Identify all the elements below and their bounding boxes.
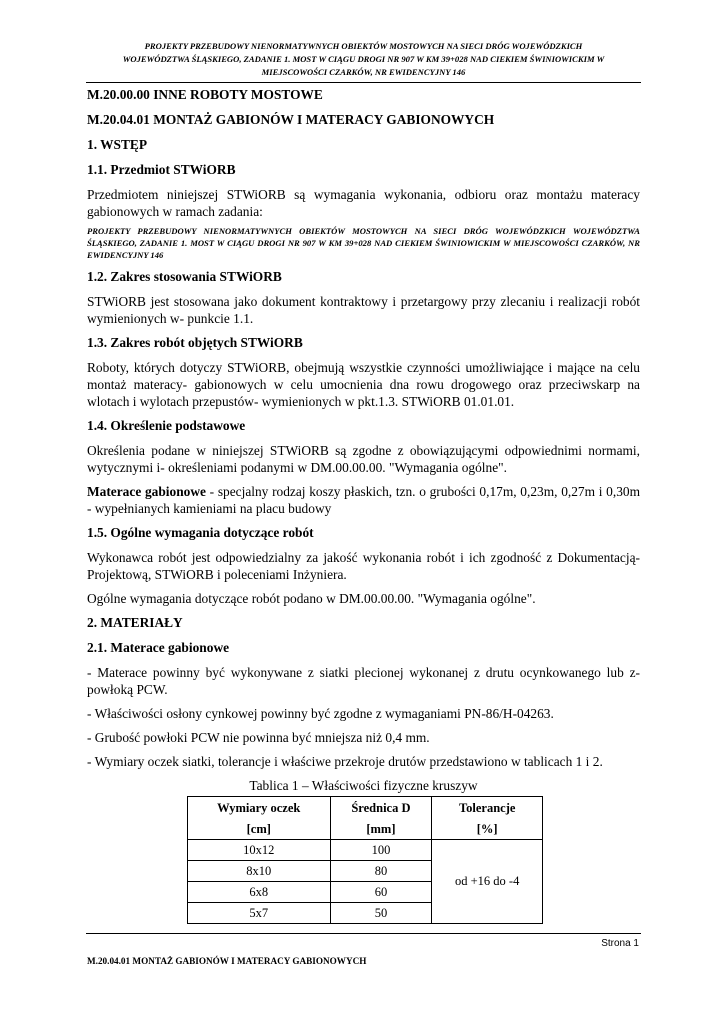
- heading-2-1: 2.1. Materace gabionowe: [87, 640, 230, 655]
- table-1-caption: Tablica 1 – Właściwości fizyczne kruszyw: [249, 778, 478, 793]
- cell-size: 6x8: [188, 882, 331, 903]
- heading-1-4: 1.4. Określenie podstawowe: [87, 418, 246, 433]
- project-name-italic: PROJEKTY PRZEBUDOWY NIENORMATYWNYCH OBIEKTÓW MOSTOWYCH NA SIECI DRÓG WOJEWÓDZKICH WOJEWÓDZTWA ŚLĄSKIEGO, ZADANIE 1. MOST W CIĄGU DROGI NR 907 W KM 39+028 NAD CIEKIEM ŚWINIOWICKIM W MIEJSCOWOŚCI CZARKÓW, NR EWIDENCYJNY 146: [87, 226, 640, 260]
- paragraph-1-4b: [87, 483, 640, 517]
- header-rule: [86, 82, 641, 83]
- paragraph-1-1: Przedmiotem niniejszej STWiORB są wymagania wykonania, odbioru oraz montażu materacy gabionowych w ramach zadania:: [87, 187, 640, 219]
- paragraph-2-1b: - Właściwości osłony cynkowej powinny być zgodne z wymaganiami PN-86/H-04263.: [87, 706, 554, 721]
- term-materace: Materace gabionowe: [87, 484, 206, 499]
- cell-size: 10x12: [188, 840, 331, 861]
- paragraph-2-1c: - Grubość powłoki PCW nie powinna być mniejsza niż 0,4 mm.: [87, 730, 430, 745]
- definition-materace: - specjalny rodzaj koszy płaskich, tzn. o grubości 0,17m, 0,23m, 0,27m i 0,30m - wypełnianych kamieniami na placu budowy: [87, 484, 640, 516]
- paragraph-2-1d: - Wymiary oczek siatki, tolerancje i właściwe przekroje drutów przedstawiono w tablicach 1 i 2.: [87, 754, 603, 769]
- paragraph-1-4a: Określenia podane w niniejszej STWiORB są zgodne z obowiązującymi odpowiednimi normami, wytycznymi i- określeniami podanymi w DM.00.00.00. "Wymagania ogólne".: [87, 443, 640, 475]
- page-number: Strona 1: [601, 938, 639, 949]
- col-diameter-header: Średnica D: [330, 797, 432, 820]
- footer-title: M.20.04.01 MONTAŻ GABIONÓW I MATERACY GABIONOWYCH: [87, 956, 367, 966]
- heading-1: 1. WSTĘP: [87, 137, 148, 152]
- heading-1-3: 1.3. Zakres robót objętych STWiORB: [87, 335, 303, 350]
- footer-rule: [86, 933, 641, 934]
- col-size-unit: [cm]: [188, 819, 331, 840]
- col-diameter-unit: [mm]: [330, 819, 432, 840]
- running-header: [86, 40, 641, 79]
- paragraph-2-1a: - Materace powinny być wykonywane z siatki plecionej wykonanej z drutu ocynkowanego lub z-powłoką PCW.: [87, 665, 640, 697]
- col-size-header: Wymiary oczek: [188, 797, 331, 820]
- heading-section-m20: M.20.00.00 INNE ROBOTY MOSTOWE: [87, 87, 323, 102]
- cell-diameter: 100: [330, 840, 432, 861]
- col-tolerance-header: Tolerancje: [432, 797, 543, 820]
- header-line-3: MIEJSCOWOŚCI CZARKÓW, NR EWIDENCYJNY 146: [261, 67, 466, 77]
- cell-diameter: 60: [330, 882, 432, 903]
- table-1: [187, 796, 543, 924]
- header-line-1: PROJEKTY PRZEBUDOWY NIENORMATYWNYCH OBIEKTÓW MOSTOWYCH NA SIECI DRÓG WOJEWÓDZKICH: [144, 41, 583, 51]
- paragraph-1-5a: Wykonawca robót jest odpowiedzialny za jakość wykonania robót i ich zgodność z Dokumentacją-Projektową, STWiORB i poleceniami Inżyniera.: [87, 550, 640, 582]
- paragraph-1-2: STWiORB jest stosowana jako dokument kontraktowy i przetargowy przy zlecaniu i realizacji robót wymienionych w- punkcie 1.1.: [87, 294, 640, 326]
- cell-diameter: 50: [330, 903, 432, 924]
- col-tolerance-unit: [%]: [432, 819, 543, 840]
- cell-diameter: 80: [330, 861, 432, 882]
- cell-tolerance: od +16 do -4: [432, 840, 543, 924]
- heading-1-5: 1.5. Ogólne wymagania dotyczące robót: [87, 525, 314, 540]
- cell-size: 8x10: [188, 861, 331, 882]
- paragraph-1-5b: Ogólne wymagania dotyczące robót podano w DM.00.00.00. "Wymagania ogólne".: [87, 591, 536, 606]
- table-row: [188, 840, 543, 861]
- document-body: [87, 86, 640, 924]
- cell-size: 5x7: [188, 903, 331, 924]
- heading-1-2: 1.2. Zakres stosowania STWiORB: [87, 269, 282, 284]
- header-line-2: WOJEWÓDZTWA ŚLĄSKIEGO, ZADANIE 1. MOST W CIĄGU DROGI NR 907 W KM 39+028 NAD CIEKIEM ŚWINIOWICKIM W: [122, 54, 605, 64]
- heading-1-1: 1.1. Przedmiot STWiORB: [87, 162, 236, 177]
- heading-spec-title: M.20.04.01 MONTAŻ GABIONÓW I MATERACY GABIONOWYCH: [87, 112, 495, 127]
- heading-2: 2. MATERIAŁY: [87, 615, 183, 630]
- paragraph-1-3: Roboty, których dotyczy STWiORB, obejmują wszystkie czynności umożliwiające i mające na celu montaż materacy- gabionowych w celu umocnienia dna rowu drogowego oraz przeciwskarp na wlotach i wylotach przepustów- wymienionych w pkt.1.3. STWiORB 01.01.01.: [87, 360, 640, 409]
